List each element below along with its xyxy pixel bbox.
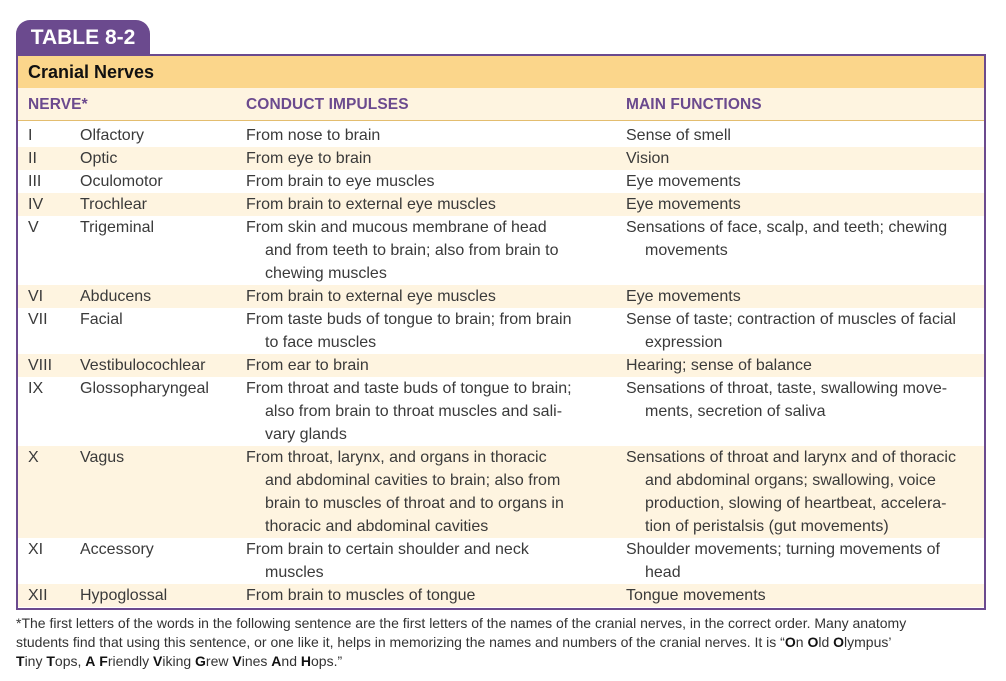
table-header-row: [18, 88, 984, 121]
main-functions-cell-line: Eye movements: [626, 288, 741, 305]
mnemonic-rest: nd: [281, 653, 301, 669]
mnemonic-rest: rew: [205, 653, 233, 669]
header-main-functions: MAIN FUNCTIONS: [626, 96, 762, 113]
table-label-tab: TABLE 8-2: [16, 20, 150, 55]
table-row: [18, 147, 984, 170]
main-functions-cell: [626, 377, 982, 423]
nerve-number: IV: [28, 196, 44, 213]
footnote: [16, 614, 992, 671]
mnemonic-initial: V: [232, 653, 242, 669]
main-functions-cell: [626, 308, 982, 354]
conduct-impulses-cell-line: From throat, larynx, and organs in thoracic: [246, 449, 547, 466]
table-row: [18, 354, 984, 377]
mnemonic-rest: n: [795, 634, 808, 650]
mnemonic-part-1: [785, 634, 892, 650]
main-functions-cell-line: Sense of taste; contraction of muscles of facial: [626, 311, 956, 328]
table-title-bar: [18, 56, 984, 89]
main-functions-cell: [626, 446, 982, 538]
nerve-name: Optic: [80, 150, 118, 167]
main-functions-cell-line: Sense of smell: [626, 127, 731, 144]
main-functions-cell-line: Vision: [626, 150, 670, 167]
table-row: [18, 584, 984, 607]
table-row: [18, 538, 984, 584]
conduct-impulses-cell-line: brain to muscles of throat and to organs in: [265, 495, 564, 512]
mnemonic-rest: iny: [24, 653, 47, 669]
main-functions-cell-line: tion of peristalsis (gut movements): [645, 518, 889, 535]
nerve-name: Hypoglossal: [80, 587, 168, 604]
nerve-name: Trochlear: [80, 196, 147, 213]
mnemonic-rest: ld: [818, 634, 834, 650]
nerve-name: Facial: [80, 311, 123, 328]
conduct-impulses-cell-line: From brain to external eye muscles: [246, 288, 496, 305]
mnemonic-rest: iking: [162, 653, 196, 669]
nerve-name: Glossopharyngeal: [80, 380, 209, 397]
conduct-impulses-cell: [246, 216, 606, 285]
main-functions-cell-line: movements: [645, 242, 728, 259]
footnote-line-2-text: students find that using this sentence, or one like it, helps in memorizing the names and numbers of the cranial nerves. It is “: [16, 634, 785, 650]
conduct-impulses-cell-line: vary glands: [265, 426, 347, 443]
main-functions-cell: [626, 124, 982, 147]
conduct-impulses-cell-line: thoracic and abdominal cavities: [265, 518, 489, 535]
main-functions-cell: [626, 584, 982, 607]
conduct-impulses-cell: [246, 285, 606, 308]
conduct-impulses-cell-line: and abdominal cavities to brain; also from: [265, 472, 561, 489]
table-body: [18, 124, 984, 607]
nerve-number: V: [28, 219, 39, 236]
conduct-impulses-cell-line: From ear to brain: [246, 357, 369, 374]
main-functions-cell: [626, 538, 982, 584]
main-functions-cell-line: ments, secretion of saliva: [645, 403, 826, 420]
main-functions-cell-line: expression: [645, 334, 723, 351]
conduct-impulses-cell: [246, 308, 606, 354]
mnemonic-rest: ines: [241, 653, 272, 669]
nerve-number: VI: [28, 288, 44, 305]
nerve-number: I: [28, 127, 33, 144]
nerve-number: IX: [28, 380, 44, 397]
table-row: [18, 377, 984, 446]
nerve-name: Vagus: [80, 449, 125, 466]
main-functions-cell-line: Sensations of face, scalp, and teeth; chewing: [626, 219, 948, 236]
mnemonic-initial: H: [300, 653, 312, 669]
conduct-impulses-cell-line: muscles: [265, 564, 324, 581]
conduct-impulses-cell-line: From nose to brain: [246, 127, 381, 144]
main-functions-cell-line: Sensations of throat and larynx and of thoracic: [626, 449, 956, 466]
conduct-impulses-cell-line: From throat and taste buds of tongue to brain;: [246, 380, 572, 397]
main-functions-cell-line: Sensations of throat, taste, swallowing move-: [626, 380, 948, 397]
main-functions-cell: [626, 216, 982, 262]
nerve-name: Vestibulocochlear: [80, 357, 206, 374]
nerve-number: VII: [28, 311, 48, 328]
nerve-number: VIII: [28, 357, 53, 374]
table-row: [18, 285, 984, 308]
mnemonic-rest: lympus’: [844, 634, 892, 650]
conduct-impulses-cell: [246, 354, 606, 377]
nerve-name: Olfactory: [80, 127, 145, 144]
footnote-line-2: [16, 633, 992, 652]
mnemonic-initial: O: [833, 634, 845, 650]
conduct-impulses-cell: [246, 124, 606, 147]
header-conduct-impulses: CONDUCT IMPULSES: [246, 96, 409, 113]
nerve-number: XI: [28, 541, 44, 558]
conduct-impulses-cell-line: From taste buds of tongue to brain; from brain: [246, 311, 572, 328]
mnemonic-initial: T: [46, 653, 55, 669]
mnemonic-initial: A: [271, 653, 282, 669]
header-nerve: NERVE*: [28, 96, 88, 113]
main-functions-cell-line: production, slowing of heartbeat, accelera-: [645, 495, 947, 512]
main-functions-cell-line: Eye movements: [626, 196, 741, 213]
conduct-impulses-cell: [246, 377, 606, 446]
nerve-name: Trigeminal: [80, 219, 155, 236]
main-functions-cell: [626, 285, 982, 308]
nerve-number: II: [28, 150, 37, 167]
main-functions-cell-line: Tongue movements: [626, 587, 766, 604]
conduct-impulses-cell-line: also from brain to throat muscles and sali-: [265, 403, 563, 420]
conduct-impulses-cell-line: From brain to external eye muscles: [246, 196, 496, 213]
conduct-impulses-cell: [246, 584, 606, 607]
main-functions-cell-line: Shoulder movements; turning movements of: [626, 541, 940, 558]
main-functions-cell: [626, 193, 982, 216]
nerve-name: Accessory: [80, 541, 154, 558]
table-row: [18, 308, 984, 354]
conduct-impulses-cell: [246, 193, 606, 216]
table-row: [18, 446, 984, 538]
mnemonic-part-2: [16, 652, 992, 671]
mnemonic-initial: A: [85, 653, 96, 669]
mnemonic-initial: T: [16, 653, 25, 669]
conduct-impulses-cell-line: From brain to muscles of tongue: [246, 587, 476, 604]
nerve-number: III: [28, 173, 42, 190]
conduct-impulses-cell: [246, 147, 606, 170]
nerve-name: Oculomotor: [80, 173, 163, 190]
nerve-number: X: [28, 449, 39, 466]
conduct-impulses-cell-line: From brain to eye muscles: [246, 173, 435, 190]
mnemonic-rest: ops.”: [311, 653, 343, 669]
conduct-impulses-cell-line: From skin and mucous membrane of head: [246, 219, 547, 236]
footnote-line-1: *The first letters of the words in the following sentence are the first letters of the names of the cranial nerves, in the correct order. Many anatomy: [16, 615, 907, 631]
table-row: [18, 216, 984, 285]
mnemonic-initial: G: [195, 653, 206, 669]
conduct-impulses-cell: [246, 170, 606, 193]
conduct-impulses-cell: [246, 446, 606, 538]
table-row: [18, 124, 984, 147]
mnemonic-initial: V: [153, 653, 163, 669]
mnemonic-rest: riendly: [107, 653, 153, 669]
main-functions-cell: [626, 354, 982, 377]
table-title: Cranial Nerves: [28, 62, 155, 82]
mnemonic-initial: O: [807, 634, 819, 650]
table-row: [18, 193, 984, 216]
conduct-impulses-cell-line: to face muscles: [265, 334, 377, 351]
conduct-impulses-cell-line: From eye to brain: [246, 150, 372, 167]
conduct-impulses-cell-line: chewing muscles: [265, 265, 387, 282]
main-functions-cell-line: Hearing; sense of balance: [626, 357, 812, 374]
main-functions-cell-line: head: [645, 564, 681, 581]
conduct-impulses-cell-line: From brain to certain shoulder and neck: [246, 541, 529, 558]
main-functions-cell-line: Eye movements: [626, 173, 741, 190]
main-functions-cell: [626, 170, 982, 193]
nerve-name: Abducens: [80, 288, 152, 305]
main-functions-cell: [626, 147, 982, 170]
conduct-impulses-cell-line: and from teeth to brain; also from brain to: [265, 242, 559, 259]
mnemonic-initial: F: [99, 653, 108, 669]
conduct-impulses-cell: [246, 538, 606, 584]
table-row: [18, 170, 984, 193]
main-functions-cell-line: and abdominal organs; swallowing, voice: [645, 472, 936, 489]
mnemonic-initial: O: [784, 634, 796, 650]
nerve-number: XII: [28, 587, 48, 604]
mnemonic-rest: ops,: [54, 653, 86, 669]
